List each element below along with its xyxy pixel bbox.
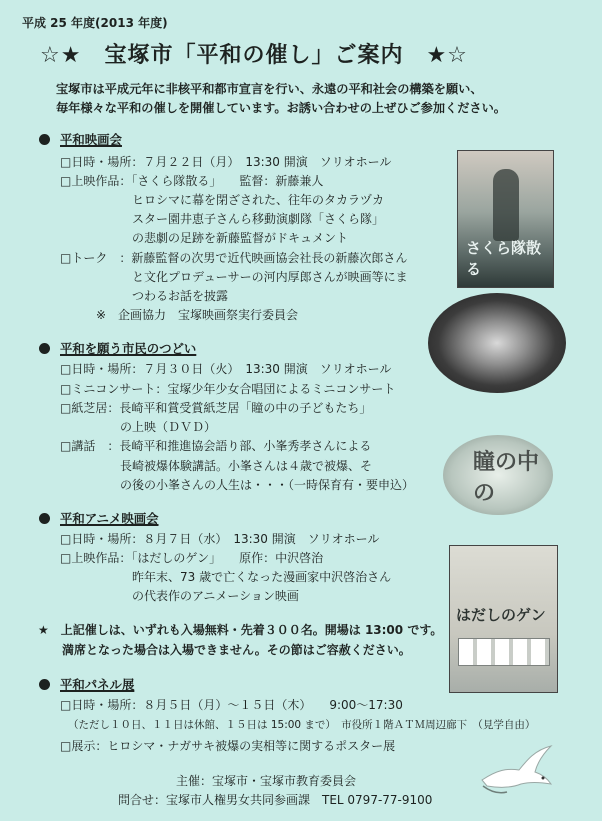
- intro-line-2: 毎年様々な平和の催しを開催しています。お誘い合わせの上ぜひご参加ください。: [56, 101, 506, 115]
- list-item: □トーク ：新藤監督の次男で近代映画協会社長の新藤次郎さん: [60, 251, 408, 265]
- figure-silhouette: [493, 169, 519, 241]
- list-item: と文化プロデューサーの河内厚郎さんが映画等にま: [60, 270, 408, 284]
- list-item: ヒロシマに幕を閉ざされた、往年のタカラヅカ: [60, 193, 385, 207]
- list-item: 昨年末、73 歳で亡くなった漫画家中沢啓治さん: [60, 570, 392, 584]
- poster-title: さくら隊散る: [466, 239, 542, 278]
- section-heading-anime: 平和アニメ映画会: [39, 509, 159, 527]
- page-title: ☆★ 宝塚市「平和の催し」ご案内 ★☆: [40, 43, 468, 68]
- section-heading-gathering: 平和を願う市民のつどい: [39, 339, 196, 357]
- list-item: □ミニコンサート：宝塚少年少女合唱団によるミニコンサート: [60, 382, 396, 396]
- intro-line-1: 宝塚市は平成元年に非核平和都市宣言を行い、永遠の平和社会の構築を願い、: [56, 82, 483, 96]
- list-item: 長崎被爆体験講話。小峯さんは４歳で被爆、そ: [60, 459, 373, 473]
- list-item-note: （ただし１０日、１１日は休館、１５日は 15:00 まで） 市役所１階ＡＴＭ周辺廊下 （見学自由）: [68, 719, 536, 731]
- character-faces: [458, 638, 550, 666]
- list-item: □日時・場所：７月３０日（火） 13:30 開演 ソリオホール: [60, 362, 392, 376]
- bullet-icon: [39, 343, 50, 354]
- list-item: の後の小峯さんの人生は・・・（一時保育有・要申込）: [60, 478, 415, 492]
- list-item: □日時・場所：７月２２日（月） 13:30 開演 ソリオホール: [60, 155, 392, 169]
- poster-title: はだしのゲン: [456, 606, 546, 624]
- organizer-text: 主催：宝塚市・宝塚市教育委員会: [176, 774, 357, 788]
- notice-line-1: ★ 上記催しは、いずれも入場無料・先着３００名。開場は 13:00 です。: [38, 623, 443, 637]
- bullet-icon: [39, 679, 50, 690]
- list-item: □日時・場所：８月５日（月）～１５日（木） 9:00～17:30: [60, 698, 403, 712]
- list-item: スター園井恵子さんら移動演劇隊「さくら隊」: [60, 212, 385, 226]
- list-item: □紙芝居：長崎平和賞受賞紙芝居「瞳の中の子どもたち」: [60, 401, 372, 415]
- poster-sakura-image: [457, 150, 554, 288]
- section-heading-panel: 平和パネル展: [39, 675, 134, 693]
- list-item: □展示：ヒロシマ・ナガサキ被爆の実相等に関するポスター展: [60, 739, 396, 753]
- year-label: 平成 25 年度(2013 年度): [22, 16, 168, 30]
- contact-text: 問合せ：宝塚市人権男女共同参画課 TEL 0797-77-9100: [118, 793, 433, 807]
- list-item: □上映作品：「はだしのゲン」 原作：中沢啓治: [60, 551, 324, 565]
- choir-photo-image: [428, 293, 566, 393]
- section-heading-film: 平和映画会: [39, 130, 122, 148]
- dove-icon: [477, 740, 557, 800]
- list-item: □講話 ：長崎平和推進協会語り部、小峯秀孝さんによる: [60, 439, 372, 453]
- list-item: の代表作のアニメーション映画: [60, 589, 299, 603]
- bullet-icon: [39, 134, 50, 145]
- list-item: の悲劇の足跡を新藤監督がドキュメント: [60, 231, 349, 245]
- list-item: つわるお話を披露: [60, 289, 229, 303]
- notice-line-2: 満席となった場合は入場できません。その節はご容赦ください。: [38, 643, 411, 657]
- list-item: ※ 企画協力 宝塚映画祭実行委員会: [60, 308, 299, 322]
- image-caption: 瞳の中の: [473, 450, 540, 506]
- poster-gen-image: [449, 545, 558, 693]
- list-item: □上映作品：「さくら隊散る」 監督：新藤兼人: [60, 174, 324, 188]
- kamishibai-image: [443, 435, 553, 515]
- list-item: □日時・場所：８月７日（水） 13:30 開演 ソリオホール: [60, 532, 380, 546]
- list-item: の上映（ＤＶＤ）: [60, 420, 217, 434]
- bullet-icon: [39, 513, 50, 524]
